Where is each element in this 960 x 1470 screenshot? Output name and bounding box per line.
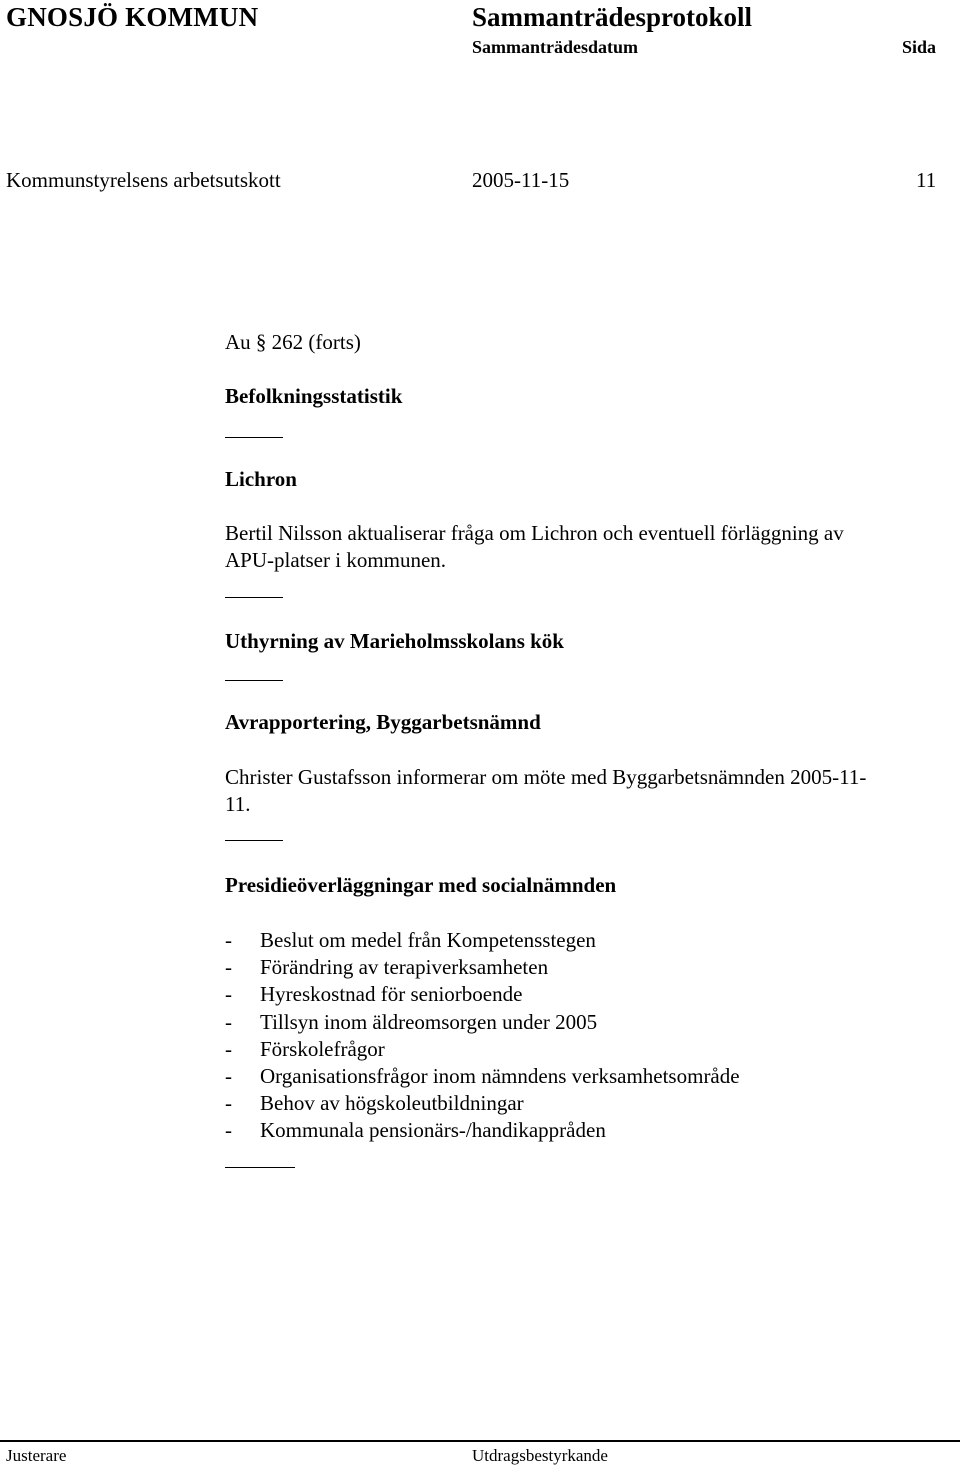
footer-adjuster-label: Justerare [6, 1446, 67, 1465]
paragraph-reference: Au § 262 (forts) [225, 330, 361, 354]
section-heading-presidie: Presidieöverläggningar med socialnämnden [225, 873, 617, 897]
footer-divider [0, 1440, 960, 1442]
organization-name: GNOSJÖ KOMMUN [6, 2, 259, 32]
bullet-marker: - [225, 1063, 232, 1088]
section-title: Befolkningsstatistik [225, 384, 403, 408]
section-text-line: Bertil Nilsson aktualiserar fråga om Lichron och eventuell förläggning av [225, 521, 844, 545]
page-label: Sida [902, 37, 937, 57]
footer-certification-label: Utdragsbestyrkande [472, 1446, 608, 1465]
section-heading-uthyrning: Uthyrning av Marieholmsskolans kök [225, 629, 564, 653]
section-text-line: 11. [225, 792, 251, 816]
page-number: 11 [916, 168, 937, 192]
document-type: Sammanträdesprotokoll [472, 2, 753, 32]
bullet-marker: - [225, 928, 232, 952]
meeting-date-label: Sammanträdesdatum [472, 37, 639, 57]
committee-name: Kommunstyrelsens arbetsutskott [6, 168, 281, 192]
bullet-marker: - [225, 1036, 232, 1061]
bullet-marker: - [225, 982, 232, 1007]
section-heading-lichron: Lichron [225, 467, 297, 491]
bullet-marker: - [225, 955, 232, 980]
section-text-line: Christer Gustafsson informerar om möte med Byggarbetsnämnden 2005-11- [225, 765, 867, 789]
section-divider [225, 680, 283, 681]
section-divider [225, 437, 283, 438]
bullet-marker: - [225, 1118, 232, 1143]
section-text-line: APU-platser i kommunen. [225, 548, 447, 572]
section-heading-avrapportering: Avrapportering, Byggarbetsnämnd [225, 710, 541, 734]
bullet-marker: - [225, 1091, 232, 1116]
section-divider [225, 597, 283, 598]
meeting-date: 2005-11-15 [472, 168, 570, 192]
section-divider [225, 1167, 295, 1168]
bullet-marker: - [225, 1009, 232, 1034]
section-divider [225, 840, 283, 841]
